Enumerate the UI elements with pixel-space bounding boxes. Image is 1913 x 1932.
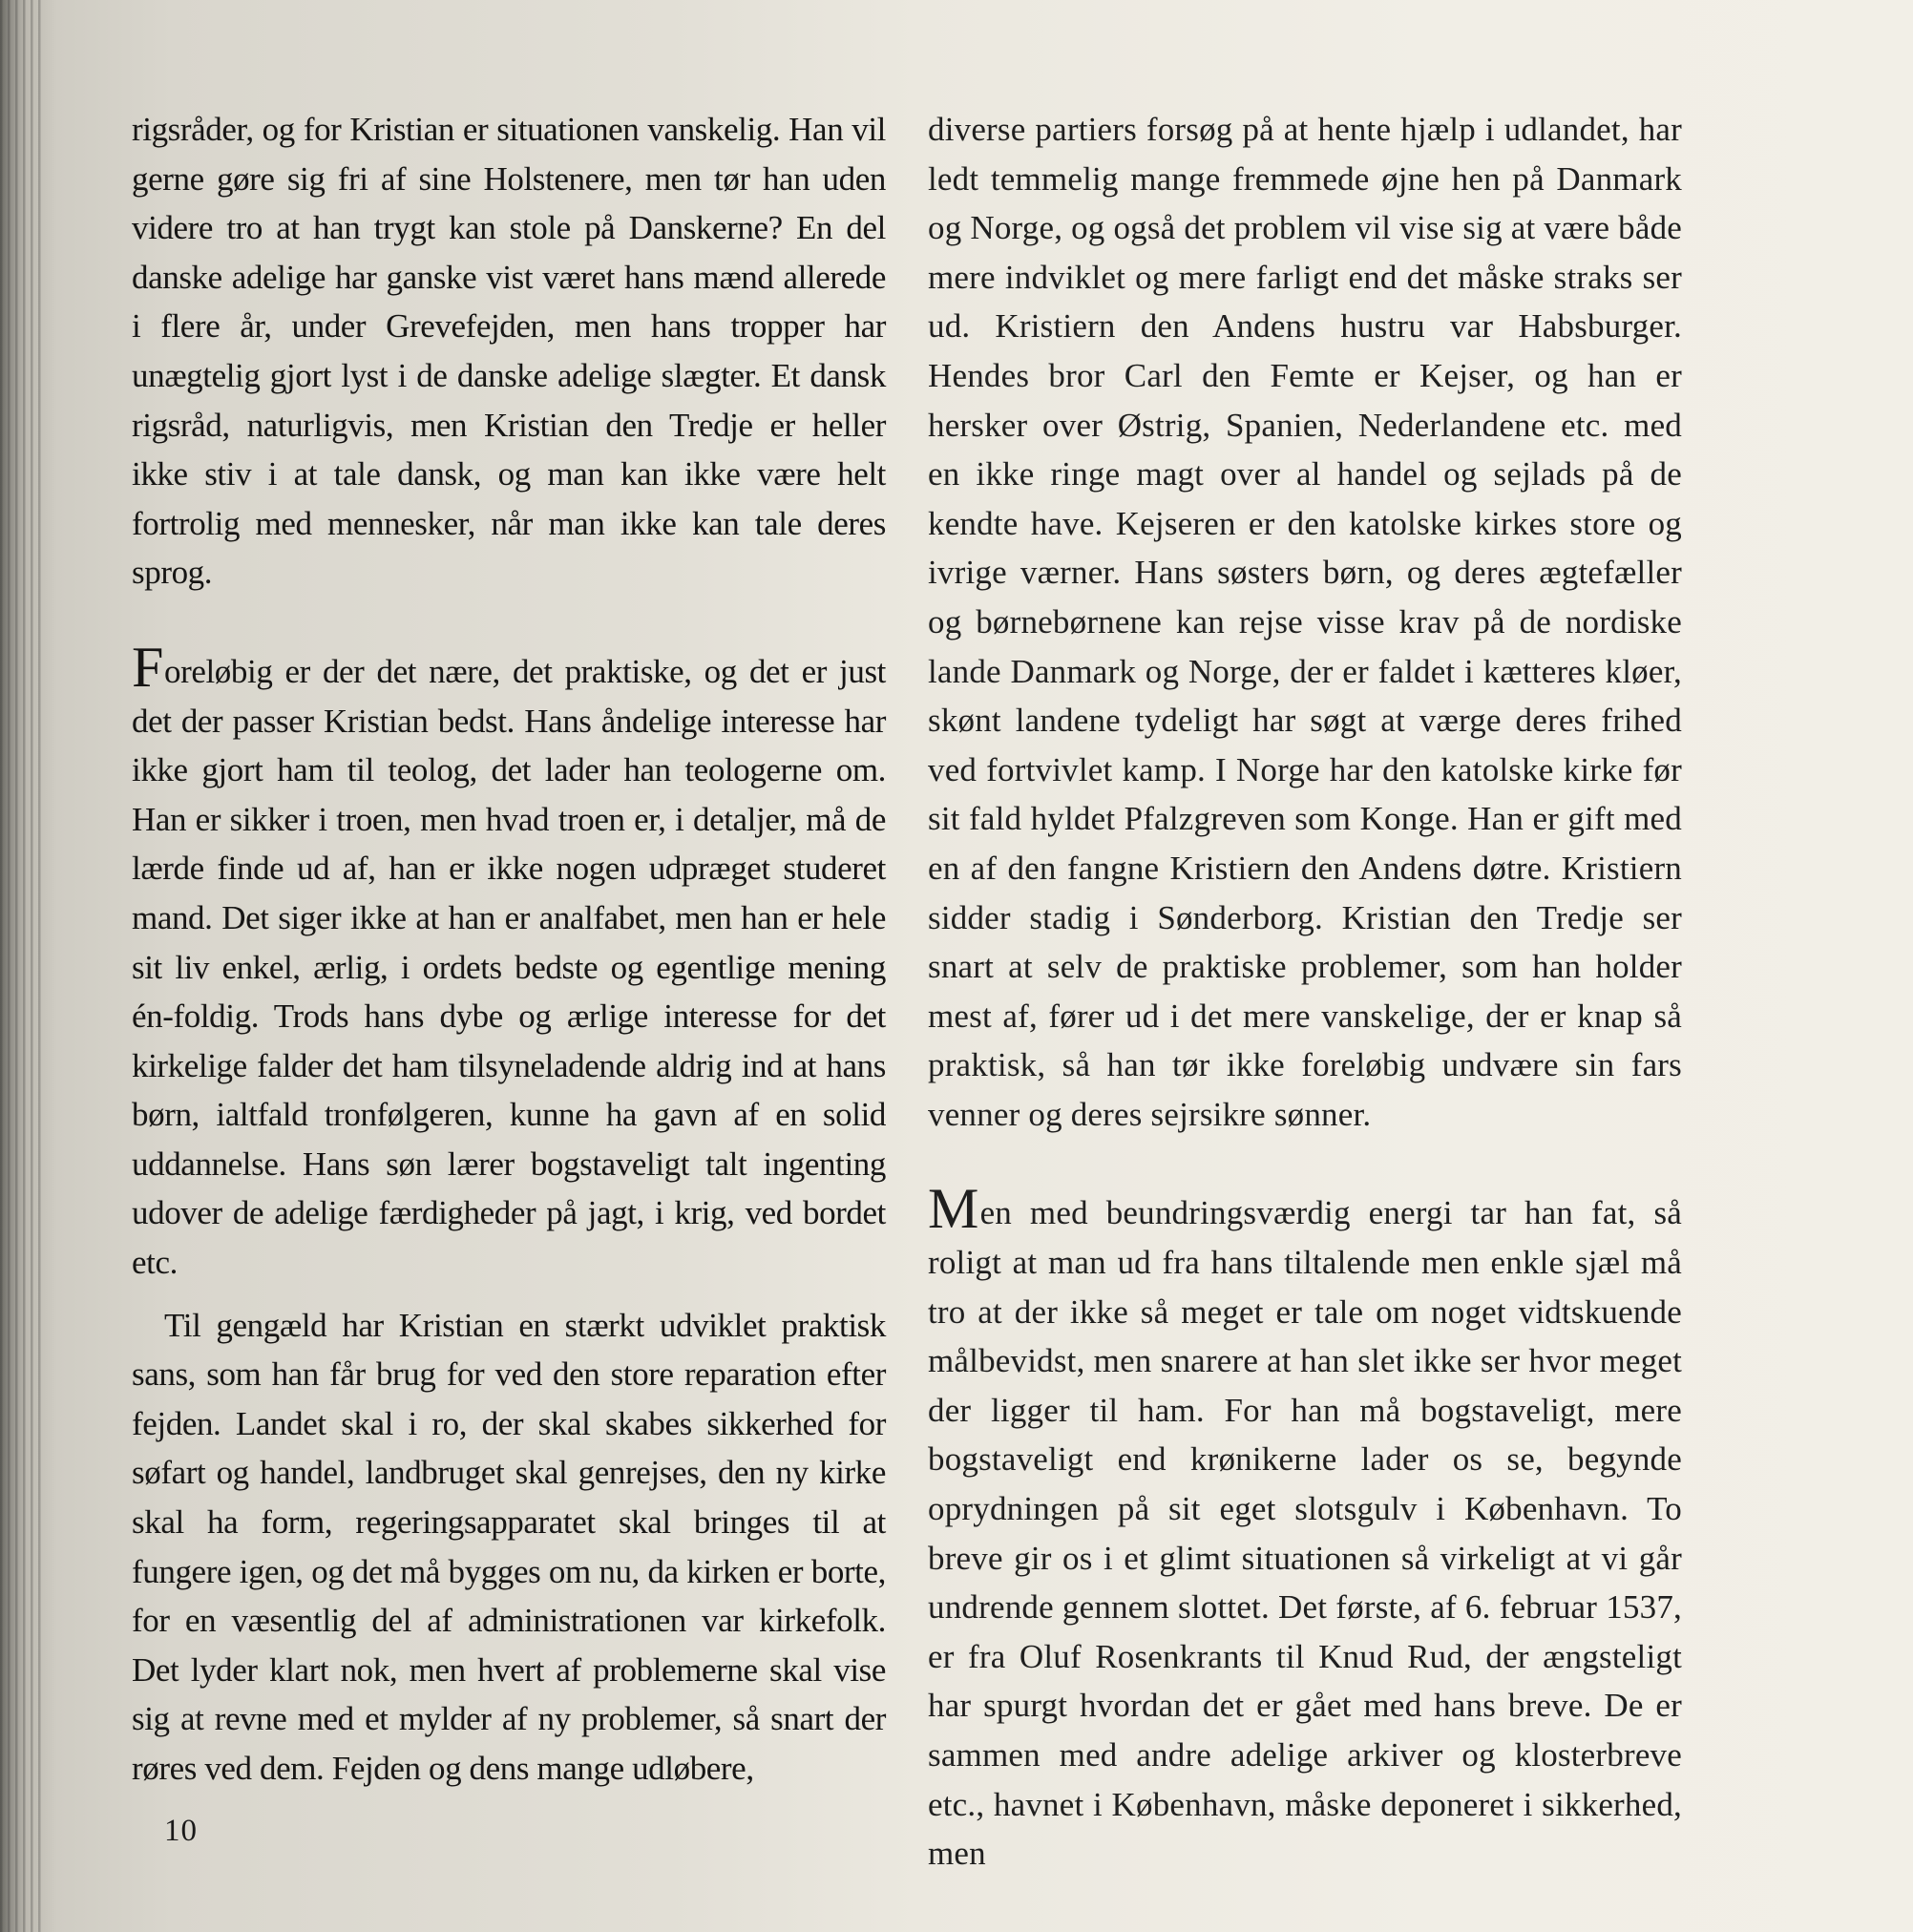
drop-cap-f: F (132, 635, 163, 699)
left-paragraph-3: Til gengæld har Kristian en stærkt udviklet praktisk sans, som han får brug for ved den store reparation efter fejden. Landet skal i ro, der skal skabes sikkerhed for søfart og handel, landbruget skal genrejses, den ny kirke skal ha form, regeringsapparatet skal bringes til at fungere igen, og det må bygges om nu, da kirken er borte, for en væsentlig del af administrationen var kirkefolk. Det lyder klart nok, men hvert af problemerne skal vise sig at revne med et mylder af ny problemer, så snart der røres ved dem. Fejden og dens mange udløbere, (132, 1306, 886, 1787)
right-paragraph-2 (928, 1177, 1682, 1878)
right-paragraph-2-text: en med beundringsværdig energi tar han fat, så roligt at man ud fra hans tiltalende men enkle sjæl må tro at der ikke så meget er tale om noget vidtskuende målbevidst, men snarere at han slet ikke ser hvor meget der ligger til ham. For han må bogstaveligt, mere bogstaveligt end krønikerne lader os se, begynde oprydningen på sit eget slotsgulv i København. To breve gir os i et glimt situationen så virkeligt at vi går undrende gennem slottet. Det første, af 6. februar 1537, er fra Oluf Rosenkrants til Knud Rud, der ængsteligt har spurgt hvordan det er gået med hans breve. De er sammen med andre adelige arkiver og klosterbreve etc., havnet i København, måske deponeret i sikkerhed, men (928, 1194, 1682, 1873)
page-edge-shadow (0, 0, 46, 1932)
right-text-column (928, 105, 1682, 1879)
left-paragraph-1: rigsråder, og for Kristian er situationen vanskelig. Han vil gerne gøre sig fri af sine Holstenere, men tør han uden videre tro at han trygt kan stole på Danskerne? En del danske adelige har ganske vist været hans mænd allerede i flere år, under Grevefejden, men hans tropper har unægtelig gjort lyst i de danske adelige slægter. Et dansk rigsråd, naturligvis, men Kristian den Tredje er heller ikke stiv i at tale dansk, og man kan ikke være helt fortrolig med mennesker, når man ikke kan tale deres sprog. (132, 111, 886, 592)
left-paragraph-2 (132, 635, 886, 1288)
left-paragraph-2-text: oreløbig er der det nære, det praktiske, og det er just det der passer Kristian bedst. Hans åndelige interesse har ikke gjort ham til teolog, det lader han teologerne om. Han er sikker i troen, men hvad troen er, i detaljer, må de lærde finde ud af, han er ikke nogen udpræget studeret mand. Det siger ikke at han er analfabet, men han er hele sit liv enkel, ærlig, i ordets bedste og egentlige mening én-foldig. Trods hans dybe og ærlige interesse for det kirkelige falder det ham tilsyneladende aldrig ind at hans børn, ialtfald tronfølgeren, kunne ha gavn af en solid uddannelse. Hans søn lærer bogstaveligt talt ingenting udover de adelige færdigheder på jagt, i krig, ved bordet etc. (132, 652, 886, 1282)
page-number: 10 (164, 1814, 198, 1848)
left-text-column (132, 105, 886, 1794)
right-paragraph-1: diverse partiers forsøg på at hente hjælp i udlandet, har ledt temmelig mange fremmede øjne hen på Danmark og Norge, og også det problem vil vise sig at være både mere indviklet og mere farligt end det måske straks ser ud. Kristiern den Andens hustru var Habsburger. Hendes bror Carl den Femte er Kejser, og han er hersker over Østrig, Spanien, Nederlandene etc. med en ikke ringe magt over al handel og sejlads på de kendte have. Kejseren er den katolske kirkes store og ivrige værner. Hans søsters børn, og deres ægtefæller og børnebørnene kan rejse visse krav på de nordiske lande Danmark og Norge, der er faldet i kætteres kløer, skønt landene tydeligt har søgt at værge deres frihed ved fortvivlet kamp. I Norge har den katolske kirke før sit fald hyldet Pfalzgreven som Konge. Han er gift med en af den fangne Kristiern den Andens døtre. Kristiern sidder stadig i Sønderborg. Kristian den Tredje ser snart at selv de praktiske problemer, som han holder mest af, fører ud i det mere vanskelige, der er knap så praktisk, så han tør ikke foreløbig undvære sin fars venner og deres sejrsikre sønner. (928, 111, 1682, 1133)
drop-cap-m: M (928, 1177, 979, 1241)
